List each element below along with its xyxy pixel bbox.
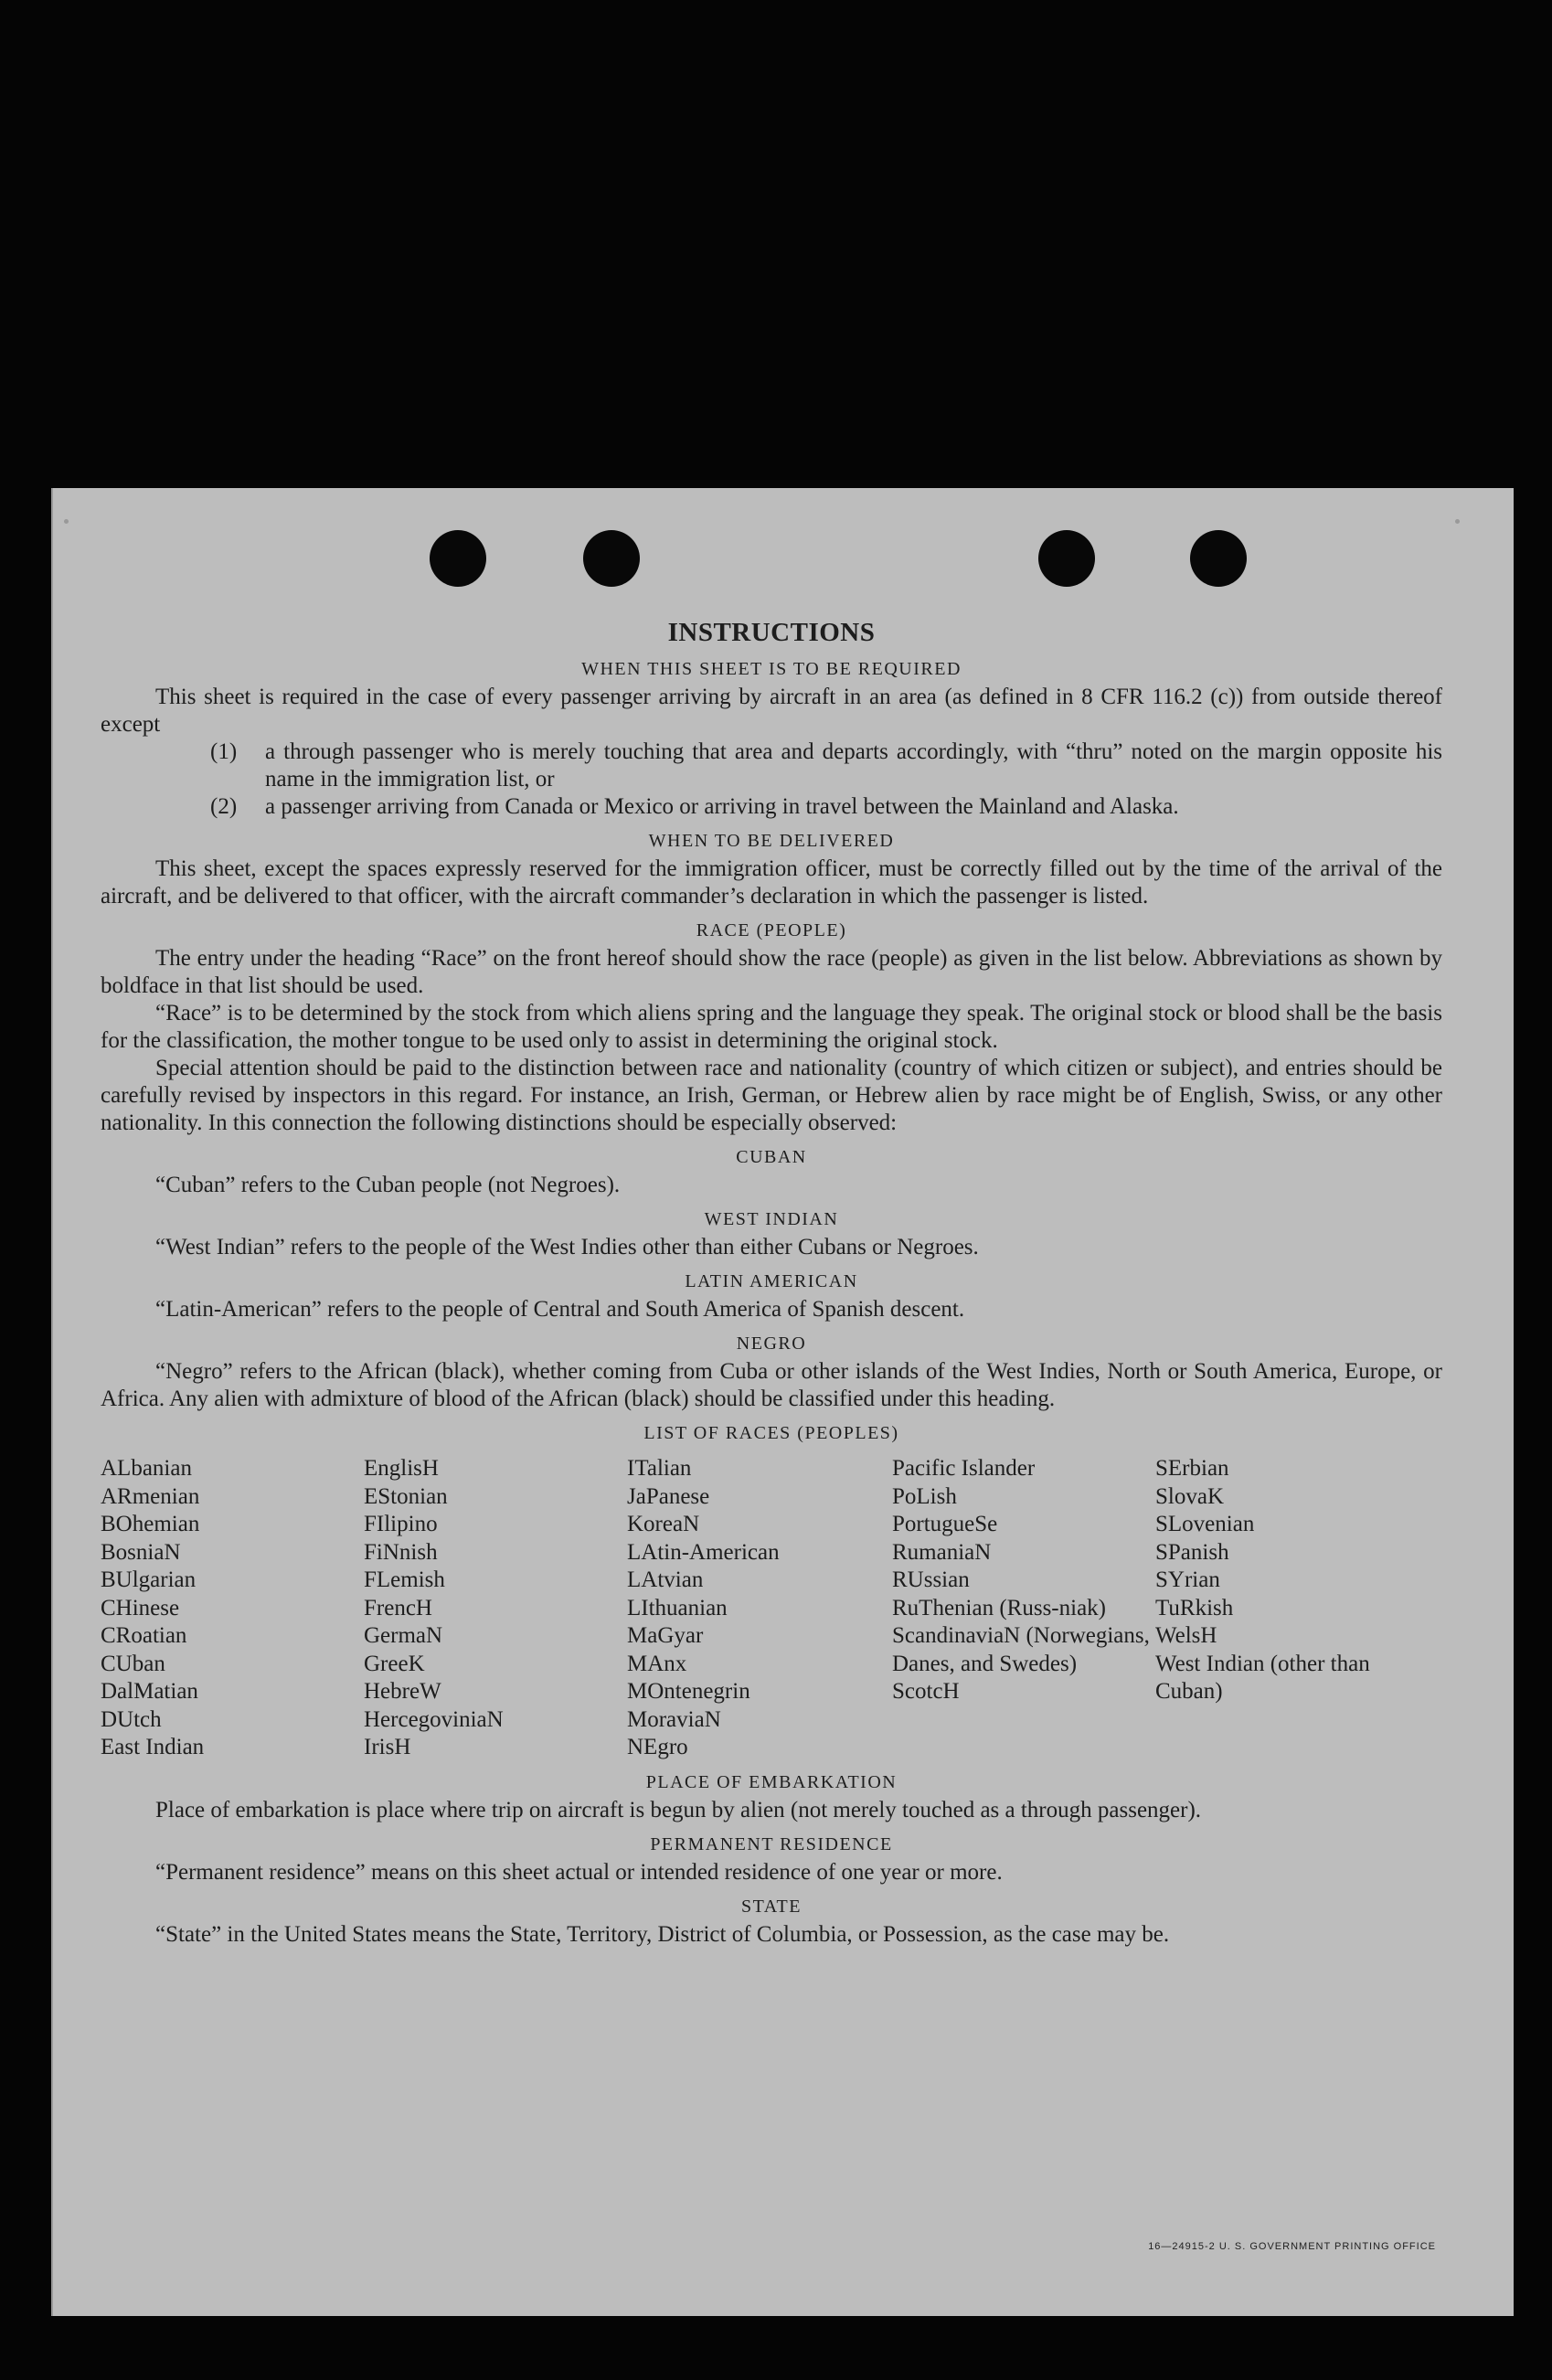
printing-office-code: 16—24915-2 U. S. GOVERNMENT PRINTING OFFICE [1148, 2241, 1436, 2252]
race-item: RumaniaN [892, 1539, 992, 1565]
race-item: BOhemian [101, 1512, 200, 1536]
race-item: BUlgarian [101, 1567, 197, 1592]
section-paragraph: “Cuban” refers to the Cuban people (not Negroes). [155, 1173, 621, 1197]
race-item: KoreaN [627, 1512, 700, 1536]
section-heading: PLACE OF EMBARKATION [645, 1771, 898, 1792]
race-item: PortugueSe [892, 1512, 998, 1536]
section-heading: PERMANENT RESIDENCE [650, 1833, 893, 1854]
section-paragraph: “Negro” refers to the African (black), whether coming from Cuba or other islands of the West Indies, North or South America, Europe, or Africa. Any alien with admixture of blood of the African (black) should be classified under this heading. [101, 1359, 1442, 1411]
race-item: MAnx [627, 1651, 687, 1676]
race-item: FrencH [364, 1595, 432, 1620]
section-paragraph: This sheet is required in the case of every passenger arriving by aircraft in an area (as defined in 8 CFR 116.2 (c)) from outside thereof except [101, 685, 1442, 737]
race-item: East Indian [101, 1735, 205, 1759]
race-item: HebreW [364, 1679, 441, 1704]
list-item [101, 738, 1442, 793]
race-item: ALbanian [101, 1456, 192, 1481]
list-item-text: a passenger arriving from Canada or Mexico or arriving in travel between the Mainland and Alaska. [265, 794, 1179, 819]
punch-hole [1190, 530, 1247, 587]
instructions-content [101, 616, 1442, 1949]
section-heading: STATE [741, 1896, 802, 1917]
list-item-text: a through passenger who is merely touching that area and departs accordingly, with “thru” noted on the margin opposite his name in the immigration list, or [265, 739, 1442, 792]
section-heading: RACE (PEOPLE) [696, 920, 847, 940]
race-item: CHinese [101, 1595, 180, 1620]
races-column [101, 1455, 364, 1762]
section-heading: CUBAN [736, 1147, 807, 1167]
races-heading: LIST OF RACES (PEOPLES) [643, 1423, 899, 1443]
race-item: ARmenian [101, 1483, 200, 1509]
punch-hole [1038, 530, 1095, 587]
race-item: CRoatian [101, 1623, 187, 1648]
section-paragraph: This sheet, except the spaces expressly reserved for the immigration officer, must be correctly filled out by the time of the arrival of the aircraft, and be delivered to that officer, with the aircraft commander’s declaration in which the passenger is listed. [101, 856, 1442, 908]
list-item-number: (2) [210, 794, 238, 819]
race-item: EnglisH [364, 1456, 439, 1481]
section-heading: WEST INDIAN [704, 1209, 839, 1229]
section-paragraph: “Race” is to be determined by the stock from which aliens spring and the language they speak. The original stock or blood shall be the basis for the classification, the mother tongue to be used only to assist in determining the original stock. [101, 1001, 1442, 1053]
races-column [364, 1455, 627, 1762]
section-paragraph: Special attention should be paid to the distinction between race and nationality (country of which citizen or subject), and entries should be carefully revised by inspectors in this regard. For instance, an Irish, German, or Hebrew alien by race might be of English, Swiss, or any other nationality. In this connection the following distinctions should be especially observed: [101, 1056, 1442, 1135]
race-item: SYrian [1155, 1567, 1220, 1592]
list-item-number: (1) [210, 739, 238, 764]
race-item: LAtvian [627, 1567, 704, 1592]
race-item: FIlipino [364, 1512, 438, 1536]
punch-hole [430, 530, 486, 587]
race-item: JaPanese [627, 1483, 710, 1509]
race-item: GermaN [364, 1623, 443, 1648]
race-item: HercegoviniaN [364, 1706, 504, 1732]
race-item: IrisH [364, 1735, 411, 1759]
list-item [101, 793, 1442, 821]
section-paragraph: The entry under the heading “Race” on the front hereof should show the race (people) as given in the list below. Abbreviations as shown by boldface in that list should be used. [101, 946, 1442, 998]
page-title: INSTRUCTIONS [667, 618, 876, 647]
race-item: PoLish [892, 1483, 957, 1509]
race-item: BosniaN [101, 1539, 181, 1565]
race-item: MoraviaN [627, 1706, 721, 1732]
race-item: NEgro [627, 1735, 688, 1759]
race-item: GreeK [364, 1651, 425, 1676]
race-item: TuRkish [1155, 1595, 1234, 1620]
race-item: West Indian (other than Cuban) [1155, 1651, 1370, 1704]
race-item: LAtin-American [627, 1539, 780, 1565]
section-heading: WHEN TO BE DELIVERED [648, 831, 895, 851]
section-paragraph: “State” in the United States means the State, Territory, District of Columbia, or Possession, as the case may be. [155, 1921, 1170, 1947]
section-heading: LATIN AMERICAN [685, 1271, 858, 1291]
race-item: DUtch [101, 1706, 162, 1732]
document-sheet [51, 488, 1514, 2316]
race-item: ScotcH [892, 1679, 960, 1704]
race-item: EStonian [364, 1483, 448, 1509]
section-paragraph: Place of embarkation is place where trip on aircraft is begun by alien (not merely touched as a through passenger). [155, 1797, 1202, 1822]
races-list [101, 1455, 1442, 1762]
race-item: DalMatian [101, 1679, 198, 1704]
race-item: SlovaK [1155, 1483, 1224, 1509]
race-item: LIthuanian [627, 1595, 728, 1620]
race-item: CUban [101, 1651, 165, 1676]
race-item: SLovenian [1155, 1512, 1255, 1536]
race-item: FiNnish [364, 1539, 438, 1565]
race-item: SPanish [1155, 1539, 1229, 1565]
race-item: MaGyar [627, 1623, 704, 1648]
punch-hole [583, 530, 640, 587]
races-column [627, 1455, 892, 1762]
race-item: ScandinaviaN (Norwegians, Danes, and Swedes) [892, 1623, 1150, 1676]
section-paragraph: “Latin-American” refers to the people of Central and South America of Spanish descent. [155, 1297, 965, 1322]
race-item: RUssian [892, 1567, 970, 1592]
section-paragraph: “Permanent residence” means on this sheet actual or intended residence of one year or more. [155, 1859, 1003, 1885]
race-item: SErbian [1155, 1456, 1229, 1481]
race-item: RuThenian (Russ-niak) [892, 1595, 1106, 1620]
races-column [1155, 1455, 1430, 1762]
race-item: FLemish [364, 1567, 445, 1592]
section-heading: WHEN THIS SHEET IS TO BE REQUIRED [581, 659, 962, 679]
section-paragraph: “West Indian” refers to the people of the West Indies other than either Cubans or Negroes. [155, 1235, 979, 1259]
race-item: WelsH [1155, 1623, 1217, 1648]
section-heading: NEGRO [736, 1333, 807, 1354]
race-item: ITalian [627, 1456, 692, 1481]
race-item: MOntenegrin [627, 1679, 750, 1704]
race-item: Pacific Islander [892, 1456, 1036, 1481]
races-column [892, 1455, 1155, 1762]
